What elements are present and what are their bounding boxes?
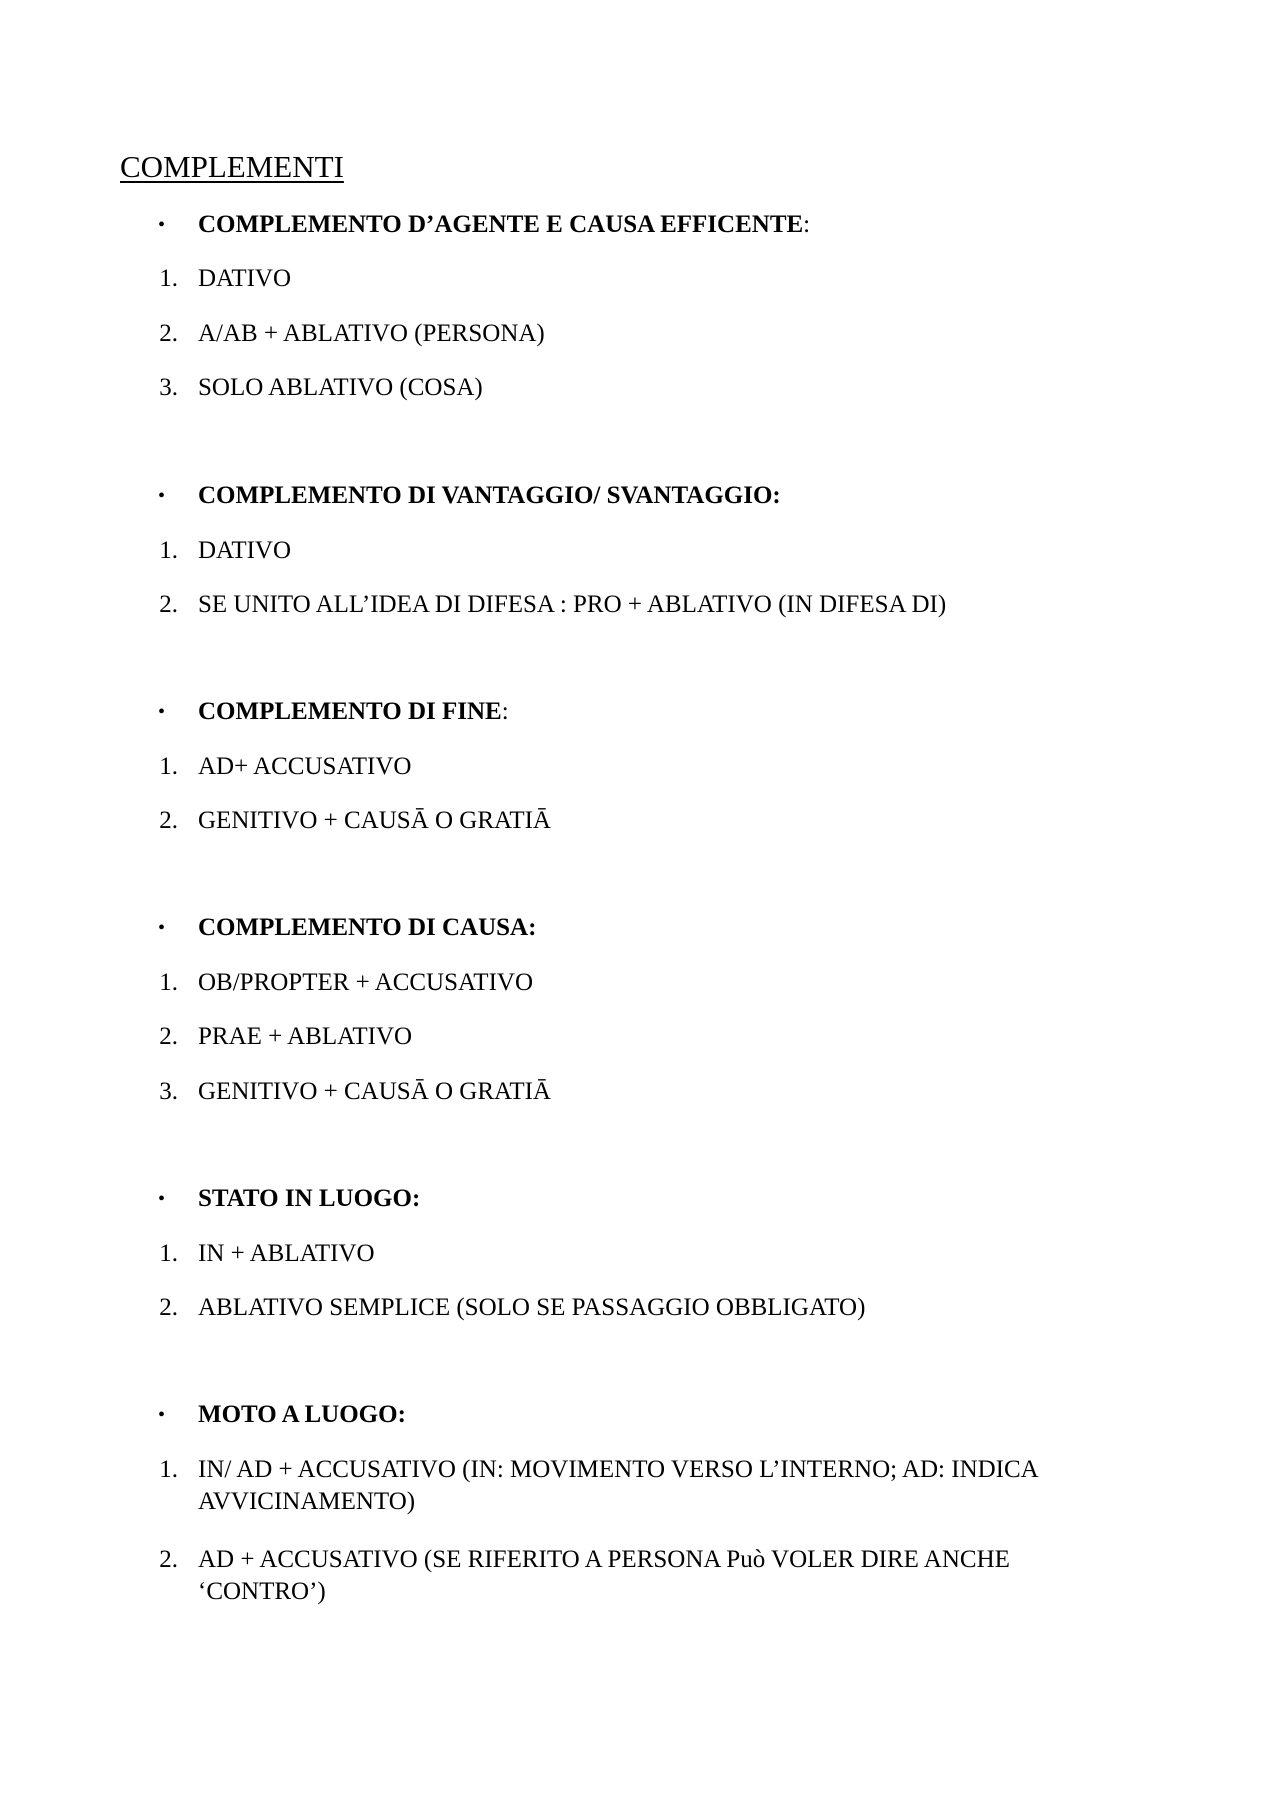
list-item-text: DATIVO [198, 537, 292, 564]
bullet-icon: • [158, 485, 166, 507]
section-heading: STATO IN LUOGO: [198, 1185, 421, 1212]
section-heading: COMPLEMENTO DI FINE: [198, 698, 509, 725]
list-number: 2. [159, 320, 178, 347]
list-item-text: IN/ AD + ACCUSATIVO (IN: MOVIMENTO VERSO L’INTERNO; AD: INDICA AVVICINAMENTO) [198, 1456, 1038, 1515]
list-number: 2. [159, 1546, 178, 1573]
list-item-text: GENITIVO + CAUSĀ O GRATIĀ [198, 807, 551, 834]
list-number: 1. [159, 753, 178, 780]
bullet-icon: • [158, 1404, 166, 1426]
list-item-text: SOLO ABLATIVO (COSA) [198, 374, 483, 401]
list-number: 2. [159, 1023, 178, 1050]
bullet-icon: • [158, 701, 166, 723]
list-number: 1. [159, 1240, 178, 1267]
list-item-text: GENITIVO + CAUSĀ O GRATIĀ [198, 1078, 551, 1105]
list-item-text: ABLATIVO SEMPLICE (SOLO SE PASSAGGIO OBBLIGATO) [198, 1294, 866, 1321]
bullet-icon: • [158, 214, 166, 236]
list-item-text: OB/PROPTER + ACCUSATIVO [198, 969, 533, 996]
list-number: 1. [159, 265, 178, 292]
list-number: 2. [159, 807, 178, 834]
list-item-text: AD+ ACCUSATIVO [198, 753, 412, 780]
list-item-text: DATIVO [198, 265, 292, 292]
list-number: 1. [159, 537, 178, 564]
list-item-text: A/AB + ABLATIVO (PERSONA) [198, 320, 545, 347]
document-title: COMPLEMENTI [120, 149, 344, 184]
bullet-icon: • [158, 1188, 166, 1210]
list-item-text: AD + ACCUSATIVO (SE RIFERITO A PERSONA Può VOLER DIRE ANCHE ‘CONTRO’) [198, 1546, 1010, 1605]
section-heading: COMPLEMENTO DI VANTAGGIO/ SVANTAGGIO: [198, 482, 781, 509]
list-number: 2. [159, 591, 178, 618]
section-heading: COMPLEMENTO DI CAUSA: [198, 914, 537, 941]
list-number: 1. [159, 969, 178, 996]
list-item-text: SE UNITO ALL’IDEA DI DIFESA : PRO + ABLATIVO (IN DIFESA DI) [198, 591, 947, 618]
list-number: 1. [159, 1456, 178, 1483]
list-number: 2. [159, 1294, 178, 1321]
list-number: 3. [159, 1078, 178, 1105]
section-heading: COMPLEMENTO D’AGENTE E CAUSA EFFICENTE: [198, 211, 811, 238]
list-item-text: PRAE + ABLATIVO [198, 1023, 413, 1050]
list-number: 3. [159, 374, 178, 401]
bullet-icon: • [158, 917, 166, 939]
section-heading: MOTO A LUOGO: [198, 1401, 406, 1428]
list-item-text: IN + ABLATIVO [198, 1240, 375, 1267]
